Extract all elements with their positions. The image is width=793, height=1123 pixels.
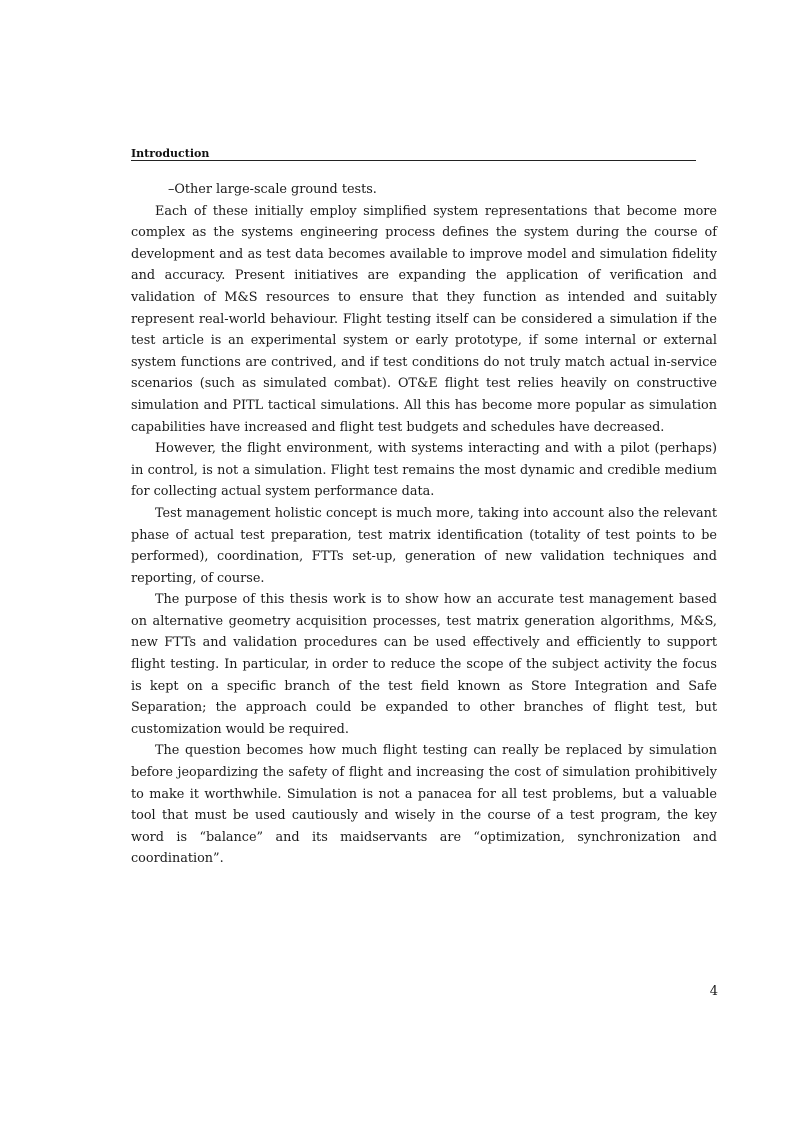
list-item: –Other large-scale ground tests.	[168, 182, 377, 197]
paragraph-2: However, the flight environment, with systems interacting and with a pilot (perhaps) in control, is not a simulation. Flight test remains the most dynamic and credible medium for collecting actual system performance data.	[131, 441, 717, 500]
paragraph-1: Each of these initially employ simplified system representations that become more complex as the systems engineering process defines the system during the course of development and as test data becomes available to improve model and simulation fidelity and accuracy. Present initiatives are expanding the application of verification and validation of M&S resources to ensure that they function as intended and suitably represent real-world behaviour. Flight testing itself can be considered a simulation if the test article is an experimental system or early prototype, if some internal or external system functions are contrived, and if test conditions do not truly match actual in-service scenarios (such as simulated combat). OT&E flight test relies heavily on constructive simulation and PITL tactical simulations. All this has become more popular as simulation capabilities have increased and flight test budgets and schedules have decreased.	[131, 203, 717, 435]
running-header	[131, 142, 696, 161]
paragraph-5: The question becomes how much flight testing can really be replaced by simulation before jeopardizing the safety of flight and increasing the cost of simulation prohibitively to make it worthwhile. Simulation is not a panacea for all test problems, but a valuable tool that must be used cautiously and wisely in the course of a test program, the key word is “balance” and its maidservants are “optimization, synchronization and coordination”.	[131, 743, 717, 867]
paragraph-4: The purpose of this thesis work is to show how an accurate test management based on alternative geometry acquisition processes, test matrix generation algorithms, M&S, new FTTs and validation procedures can be used effectively and efficiently to support flight testing. In particular, in order to reduce the scope of the subject activity the focus is kept on a specific branch of the test field known as Store Integration and Safe Separation; the approach could be expanded to other branches of flight test, but customization would be required.	[131, 592, 717, 737]
page-number: 4	[709, 984, 718, 999]
section-title: Introduction	[131, 147, 210, 160]
body-text	[131, 179, 717, 870]
paragraph-3: Test management holistic concept is much more, taking into account also the relevant phase of actual test preparation, test matrix identification (totality of test points to be performed), coordination, FTTs set-up, generation of new validation techniques and reporting, of course.	[131, 505, 717, 586]
